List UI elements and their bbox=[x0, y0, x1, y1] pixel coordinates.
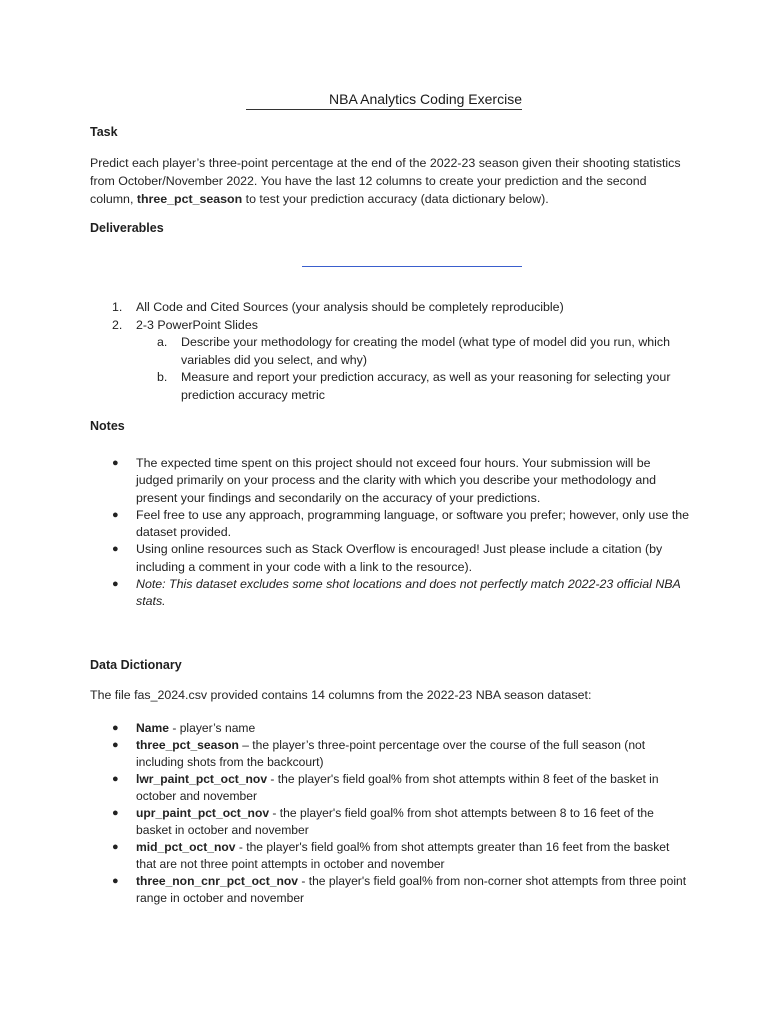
bullet-icon: ● bbox=[112, 773, 119, 785]
deliverables-list bbox=[90, 299, 690, 404]
sub-list-item bbox=[90, 334, 690, 369]
task-text-before: Predict each player’s three-point percentage at the end of the 2022-23 season given their shooting statistics from October/November 2022. You have the last 12 columns to create your prediction and the second column, bbox=[90, 156, 681, 206]
sub-list-text: Describe your methodology for creating the model (what type of model did you run, which variables did you select, and why) bbox=[181, 335, 670, 367]
bullet-icon: ● bbox=[112, 739, 119, 751]
list-item bbox=[90, 873, 690, 907]
notes-heading: Notes bbox=[90, 419, 125, 433]
bullet-icon: ● bbox=[112, 543, 119, 556]
column-name: three_pct_season bbox=[136, 738, 239, 752]
column-description: – the player’s three-point percentage over the course of the full season (not including shots from the backcourt) bbox=[136, 738, 646, 769]
list-item-text: Feel free to use any approach, programming language, or software you prefer; however, only use the dataset provided. bbox=[136, 507, 690, 540]
task-heading: Task bbox=[90, 125, 118, 139]
data-dictionary-heading: Data Dictionary bbox=[90, 658, 182, 672]
bullet-icon: ● bbox=[112, 875, 119, 887]
list-item-text: All Code and Cited Sources (your analysis should be completely reproducible) bbox=[136, 300, 564, 314]
bullet-icon: ● bbox=[112, 807, 119, 819]
task-paragraph bbox=[90, 154, 690, 208]
list-item-text: Using online resources such as Stack Overflow is encouraged! Just please include a citation (by including a comment in your code with a link to the resource). bbox=[136, 542, 663, 574]
list-item bbox=[90, 805, 690, 839]
data-dictionary-list bbox=[90, 720, 690, 907]
column-name: lwr_paint_pct_oct_nov bbox=[136, 772, 268, 786]
list-number: 1. bbox=[112, 300, 123, 314]
bullet-icon: ● bbox=[112, 578, 119, 591]
list-item bbox=[90, 576, 690, 611]
list-item bbox=[90, 720, 690, 737]
list-item bbox=[90, 737, 690, 771]
column-description: - player’s name bbox=[168, 721, 256, 735]
deliverables-heading: Deliverables bbox=[90, 221, 164, 235]
task-bold-term: three_pct_season bbox=[136, 192, 243, 206]
bullet-icon: ● bbox=[112, 722, 119, 734]
column-description: - the player's field goal% from shot attempts between 8 to 16 feet of the basket in october and november bbox=[136, 806, 654, 837]
bullet-icon: ● bbox=[112, 841, 119, 853]
column-description: - the player's field goal% from non-corner shot attempts from three point range in october and november bbox=[136, 874, 687, 905]
bullet-icon: ● bbox=[112, 508, 119, 521]
column-description: - the player's field goal% from shot attempts within 8 feet of the basket in october and november bbox=[136, 772, 659, 803]
list-item bbox=[90, 299, 690, 317]
list-item bbox=[90, 839, 690, 873]
sub-list-text: Measure and report your prediction accuracy, as well as your reasoning for selecting your prediction accuracy metric bbox=[181, 370, 671, 402]
sub-list-item bbox=[90, 369, 690, 404]
list-item bbox=[90, 317, 690, 335]
list-item-text: Note: This dataset excludes some shot locations and does not perfectly match 2022-23 official NBA stats. bbox=[136, 577, 681, 609]
column-name: mid_pct_oct_nov bbox=[136, 840, 236, 854]
list-item bbox=[90, 455, 690, 507]
column-name: Name bbox=[136, 721, 169, 735]
hyperlink-underline[interactable] bbox=[302, 266, 522, 267]
list-item bbox=[90, 771, 690, 805]
document-title: NBA Analytics Coding Exercise bbox=[246, 90, 522, 110]
list-item-text: 2-3 PowerPoint Slides bbox=[136, 317, 258, 332]
data-dictionary-intro: The file fas_2024.csv provided contains 14 columns from the 2022-23 NBA season dataset: bbox=[90, 688, 592, 702]
sub-list-letter: b. bbox=[157, 370, 168, 384]
column-description: - the player's field goal% from shot attempts greater than 16 feet from the basket that are not three point attempts in october and november bbox=[136, 840, 670, 871]
list-number: 2. bbox=[112, 317, 123, 332]
list-item bbox=[90, 541, 690, 576]
list-item-text: The expected time spent on this project should not exceed four hours. Your submission will be judged primarily on your process and the clarity with which you describe your methodology and present your findings and secondarily on the accuracy of your predictions. bbox=[136, 456, 656, 505]
bullet-icon: ● bbox=[112, 457, 119, 469]
column-name: upr_paint_pct_oct_nov bbox=[136, 806, 270, 820]
notes-list bbox=[90, 455, 690, 611]
sub-list-letter: a. bbox=[157, 335, 168, 349]
task-text-after: to test your prediction accuracy (data dictionary below). bbox=[242, 192, 549, 206]
column-name: three_non_cnr_pct_oct_nov bbox=[136, 874, 298, 888]
list-item bbox=[90, 507, 690, 542]
